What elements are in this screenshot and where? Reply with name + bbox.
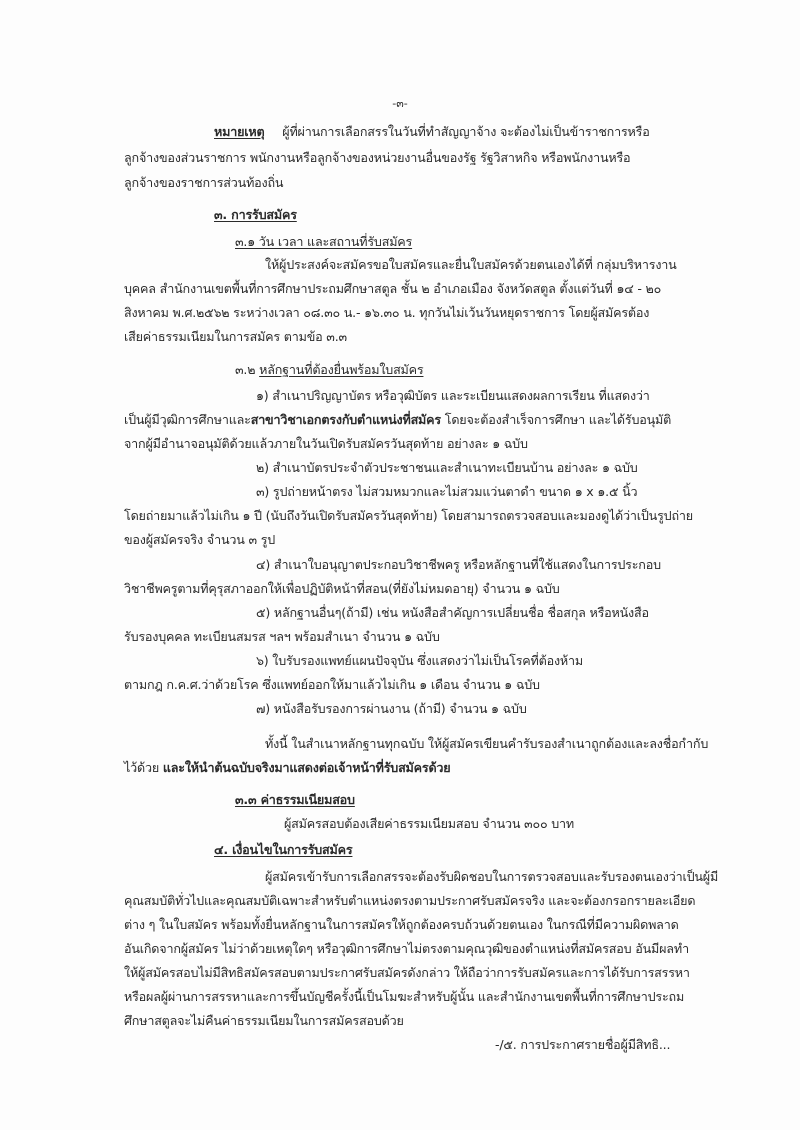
note-paragraph xyxy=(214,124,650,140)
paragraph-line: ให้ผู้ประสงค์จะสมัครขอใบสมัครและยื่นใบสมัครด้วยตนเองได้ที่ กลุ่มบริหารงาน xyxy=(265,257,677,272)
note-line: ลูกจ้างของราชการส่วนท้องถิ่น xyxy=(124,175,284,190)
section-3-heading: ๓. การรับสมัคร xyxy=(214,207,297,222)
paragraph-line: ทั้งนี้ ในสำเนาหลักฐานทุกฉบับ ให้ผู้สมัครเขียนคำรับรองสำเนาถูกต้องและลงชื่อกำกับ xyxy=(265,736,709,751)
list-item: ๗) หนังสือรับรองการผ่านงาน (ถ้ามี) จำนวน ๑ ฉบับ xyxy=(256,701,527,716)
list-item: ๕) หลักฐานอื่นๆ(ถ้ามี) เช่น หนังสือสำคัญการเปลี่ยนชื่อ ชื่อสกุล หรือหนังสือ xyxy=(256,605,649,620)
text-span: โดยจะต้องสำเร็จการศึกษา และได้รับอนุมัติ xyxy=(440,412,672,427)
section-3-1-heading: ๓.๑ วัน เวลา และสถานที่รับสมัคร xyxy=(235,234,413,249)
paragraph-line: หรือผลผู้ผ่านการสรรหาและการขึ้นบัญชีครั้งนี้เป็นโมฆะสำหรับผู้นั้น และสำนักงานเขตพื้นที่การศึกษาประถม xyxy=(124,989,685,1004)
note-label: หมายเหตุ xyxy=(214,124,265,139)
paragraph-line xyxy=(124,760,450,776)
list-item: ๒) สำเนาบัตรประจำตัวประชาชนและสำเนาทะเบียนบ้าน อย่างละ ๑ ฉบับ xyxy=(256,460,638,475)
list-item: ๑) สำเนาปริญญาบัตร หรือวุฒิบัตร และระเบียนแสดงผลการเรียน ที่แสดงว่า xyxy=(256,388,650,403)
list-item-continuation: ตามกฎ ก.ค.ศ.ว่าด้วยโรค ซึ่งแพทย์ออกให้มาแล้วไม่เกิน ๑ เดือน จำนวน ๑ ฉบับ xyxy=(124,677,540,692)
paragraph-line: ผู้สมัครสอบต้องเสียค่าธรรมเนียมสอบ จำนวน ๓๐๐ บาท xyxy=(284,816,575,831)
paragraph-line: บุคคล สำนักงานเขตพื้นที่การศึกษาประถมศึกษาสตูล ชั้น ๒ อำเภอเมือง จังหวัดสตูล ตั้งแต่วันที่ ๑๔ - ๒๐ xyxy=(124,281,662,296)
paragraph-line: อันเกิดจากผู้สมัคร ไม่ว่าด้วยเหตุใดๆ หรือวุฒิการศึกษาไม่ตรงตามคุณวุฒิของตำแหน่งที่สมัครสอบ อันมีผลทำ xyxy=(124,941,689,956)
note-line: ผู้ที่ผ่านการเลือกสรรในวันที่ทำสัญญาจ้าง จะต้องไม่เป็นข้าราชการหรือ xyxy=(282,124,650,139)
bold-text-span: และให้นำต้นฉบับจริงมาแสดงต่อเจ้าหน้าที่รับสมัครด้วย xyxy=(162,760,451,775)
paragraph-line: ศึกษาสตูลจะไม่คืนค่าธรรมเนียมในการสมัครสอบด้วย xyxy=(124,1013,404,1028)
text-span: ไว้ด้วย xyxy=(124,760,163,775)
list-item: ๔) สำเนาใบอนุญาตประกอบวิชาชีพครู หรือหลักฐานที่ใช้แสดงในการประกอบ xyxy=(256,557,661,572)
text-span: เป็นผู้มีวุฒิการศึกษาและ xyxy=(124,412,251,427)
paragraph-line: ผู้สมัครเข้ารับการเลือกสรรจะต้องรับผิดชอบในการตรวจสอบและรับรองตนเองว่าเป็นผู้มี xyxy=(265,869,719,884)
list-item-continuation: จากผู้มีอำนาจอนุมัติด้วยแล้วภายในวันเปิดรับสมัครวันสุดท้าย อย่างละ ๑ ฉบับ xyxy=(124,436,528,451)
section-3-3-heading: ๓.๓ ค่าธรรมเนียมสอบ xyxy=(235,792,355,807)
section-title: หลักฐานที่ต้องยื่นพร้อมใบสมัคร xyxy=(259,362,424,377)
paragraph-line: ให้ผู้สมัครสอบไม่มีสิทธิสมัครสอบตามประกาศรับสมัครดังกล่าว ให้ถือว่าการรับสมัครและการได้รับการสรรหา xyxy=(124,965,690,980)
page-number: -๓- xyxy=(392,97,408,110)
section-4-heading: ๔. เงื่อนไขในการรับสมัคร xyxy=(214,842,353,857)
section-3-2-heading xyxy=(235,362,423,378)
section-number: ๓.๒ xyxy=(235,362,256,377)
list-item: ๓) รูปถ่ายหน้าตรง ไม่สวมหมวกและไม่สวมแว่นตาดำ ขนาด ๑ x ๑.๕ นิ้ว xyxy=(256,484,638,499)
list-item: ๖) ใบรับรองแพทย์แผนปัจจุบัน ซึ่งแสดงว่าไม่เป็นโรคที่ต้องห้าม xyxy=(256,653,583,668)
list-item-continuation xyxy=(124,412,671,428)
paragraph-line: คุณสมบัติทั่วไปและคุณสมบัติเฉพาะสำหรับตำแหน่งตรงตามประกาศรับสมัครจริง และจะต้องกรอกรายละเอียด xyxy=(124,893,696,908)
note-line: ลูกจ้างของส่วนราชการ พนักงานหรือลูกจ้างของหน่วยงานอื่นของรัฐ รัฐวิสาหกิจ หรือพนักงานหรือ xyxy=(124,150,631,165)
paragraph-line: ต่าง ๆ ในใบสมัคร พร้อมทั้งยื่นหลักฐานในการสมัครให้ถูกต้องครบถ้วนด้วยตนเอง ในกรณีที่มีความผิดพลาด xyxy=(124,917,679,932)
list-item-continuation: ของผู้สมัครจริง จำนวน ๓ รูป xyxy=(124,532,276,547)
bold-text-span: สาขาวิชาเอกตรงกับตำแหน่งที่สมัคร xyxy=(250,412,441,427)
continuation-note: -/๕. การประกาศรายชื่อผู้มีสิทธิ... xyxy=(495,1037,671,1052)
list-item-continuation: รับรองบุคคล ทะเบียนสมรส ฯลฯ พร้อมสำเนา จำนวน ๑ ฉบับ xyxy=(124,629,440,644)
list-item-continuation: โดยถ่ายมาแล้วไม่เกิน ๑ ปี (นับถึงวันเปิดรับสมัครวันสุดท้าย) โดยสามารถตรวจสอบและมองดูได้ว่าเป็นรูปถ่าย xyxy=(124,508,693,523)
list-item-continuation: วิชาชีพครูตามที่คุรุสภาออกให้เพื่อปฏิบัติหน้าที่สอน(ที่ยังไม่หมดอายุ) จำนวน ๑ ฉบับ xyxy=(124,581,560,596)
paragraph-line: สิงหาคม พ.ศ.๒๕๖๒ ระหว่างเวลา ๐๘.๓๐ น.- ๑๖.๓๐ น. ทุกวันไม่เว้นวันหยุดราชการ โดยผู้สมัครต้อง xyxy=(124,305,650,320)
paragraph-line: เสียค่าธรรมเนียมในการสมัคร ตามข้อ ๓.๓ xyxy=(124,329,347,344)
